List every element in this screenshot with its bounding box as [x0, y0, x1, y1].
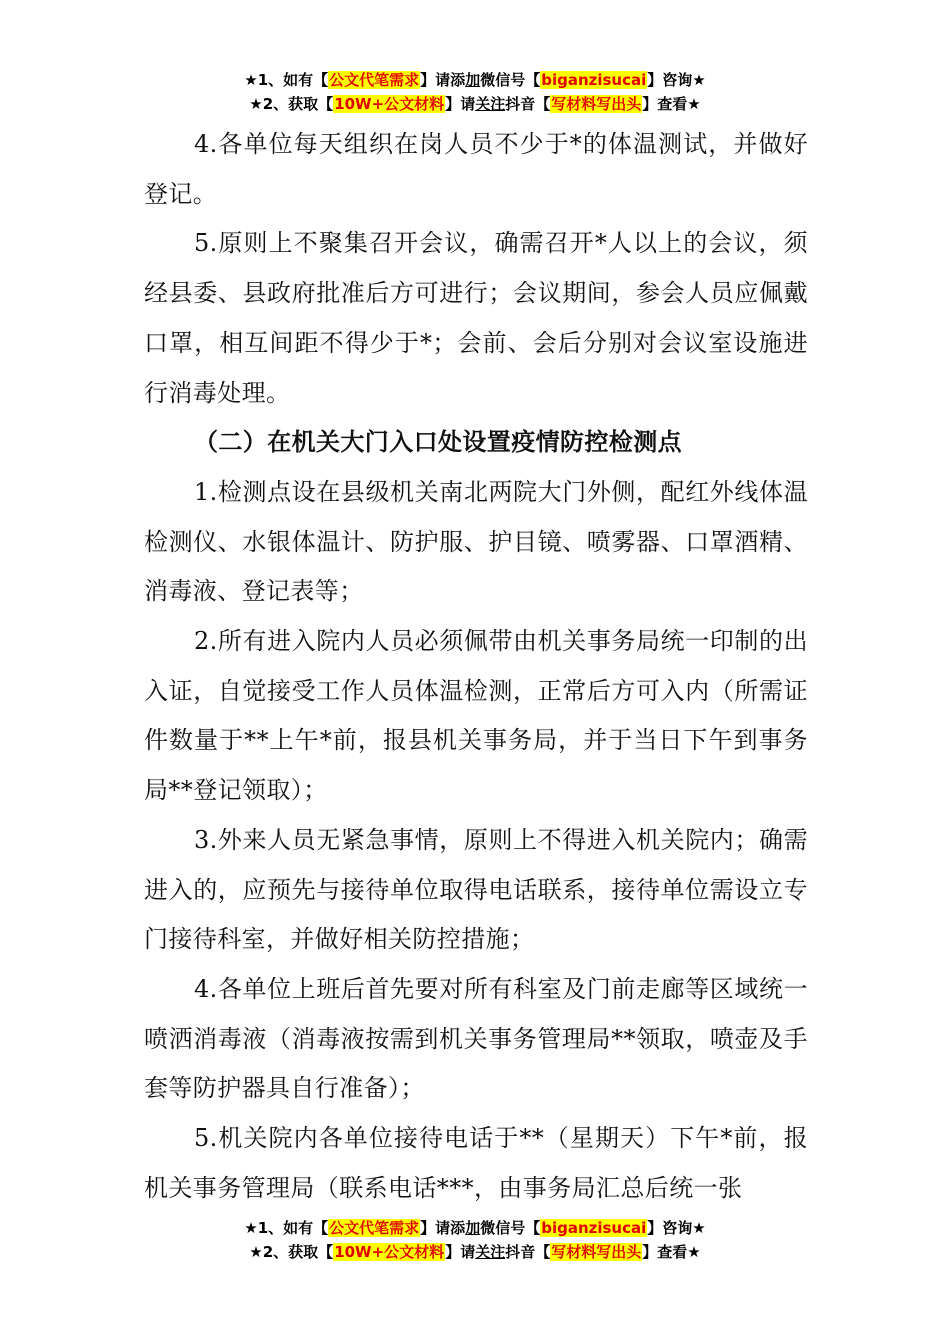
- paragraph: 5.原则上不聚集召开会议，确需召开*人以上的会议，须经县委、县政府批准后方可进行；会议期间，参会人员应佩戴口罩，相互间距不得少于*；会前、会后分别对会议室设施进行消毒处理。: [144, 229, 808, 407]
- paragraph: 3.外来人员无紧急事情，原则上不得进入机关院内；确需进入的，应预先与接待单位取得电话联系，接待单位需设立专门接待科室，并做好相关防控措施；: [144, 825, 808, 954]
- paragraph: 4.各单位上班后首先要对所有科室及门前走廊等区域统一喷洒消毒液（消毒液按需到机关事务管理局**领取，喷壶及手套等防护器具自行准备）；: [144, 974, 808, 1103]
- banner-line-2: ★2、获取【10W+公文材料】请关注抖音【写材料写出头】查看★: [249, 95, 701, 113]
- banner-line-1: ★1、如有【公文代笔需求】请添加微信号【biganzisucai】咨询★: [244, 1219, 706, 1237]
- footer-banner: [0, 1216, 950, 1264]
- section-heading: （二）在机关大门入口处设置疫情防控检测点: [194, 428, 682, 457]
- paragraph: 1.检测点设在县级机关南北两院大门外侧，配红外线体温检测仪、水银体温计、防护服、护目镜、喷雾器、口罩酒精、消毒液、登记表等；: [144, 477, 808, 606]
- banner-line-2: ★2、获取【10W+公文材料】请关注抖音【写材料写出头】查看★: [249, 1243, 701, 1261]
- banner-line-1: ★1、如有【公文代笔需求】请添加微信号【biganzisucai】咨询★: [244, 71, 706, 89]
- paragraph: 4.各单位每天组织在岗人员不少于*的体温测试，并做好登记。: [144, 130, 808, 208]
- paragraph: 5.机关院内各单位接待电话于**（星期天）下午*前，报机关事务管理局（联系电话***，由事务局汇总后统一张: [144, 1124, 808, 1202]
- document-body: [144, 120, 808, 1213]
- header-banner: [0, 68, 950, 116]
- paragraph: 2.所有进入院内人员必须佩带由机关事务局统一印制的出入证，自觉接受工作人员体温检测，正常后方可入内（所需证件数量于**上午*前，报县机关事务局，并于当日下午到事务局**登记领取）；: [144, 627, 808, 805]
